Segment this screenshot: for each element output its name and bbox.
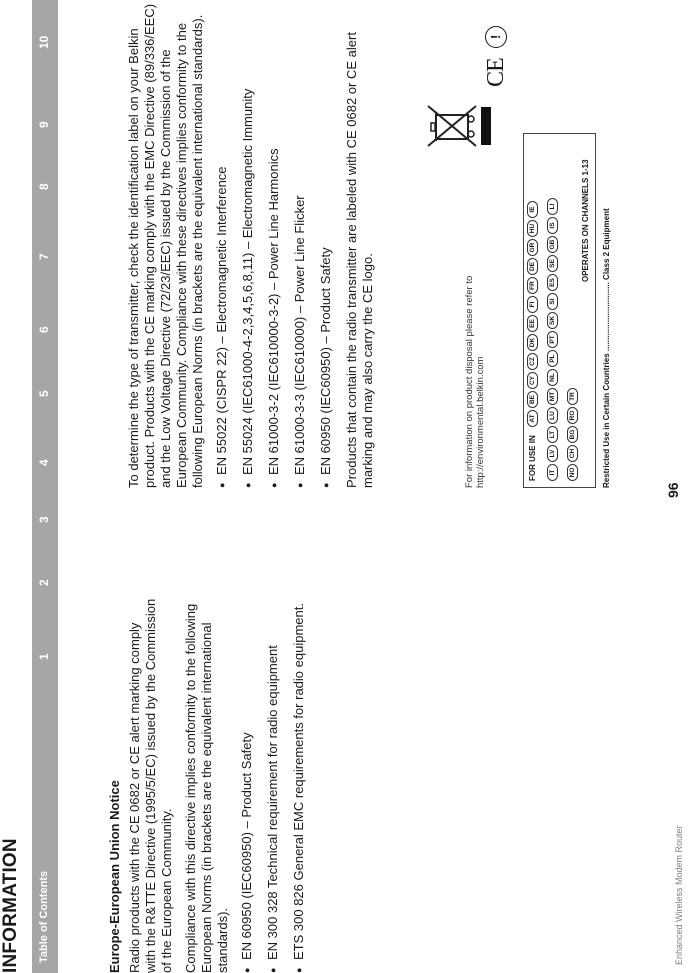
section-heading: Europe-European Union Notice xyxy=(107,780,122,973)
country-code: DE xyxy=(527,258,538,275)
list-item: ● EN 61000-3-2 (IEC610000-3-2) – Power Line Harmonics xyxy=(266,0,282,488)
country-code: LV xyxy=(547,445,558,462)
country-row-3 xyxy=(567,388,578,481)
toc-chapter-7[interactable]: 7 xyxy=(37,253,51,260)
country-row-2 xyxy=(547,198,558,481)
ce-logo: CE xyxy=(483,58,509,87)
restricted-use-text: Restricted Use in Certain Countries ............................... xyxy=(602,282,611,488)
class-equipment-line xyxy=(602,133,611,488)
country-use-box xyxy=(523,133,596,488)
country-code: IS xyxy=(547,217,558,234)
country-code: ES xyxy=(547,274,558,291)
country-code: LU xyxy=(547,407,558,424)
country-code: EE xyxy=(527,315,538,332)
list-item: ● EN 60950 (IEC60950) – Product Safety xyxy=(318,0,334,488)
list-item: ● EN 60950 (IEC60950) – Product Safety xyxy=(239,598,255,973)
left-paragraph-2: Compliance with this directive implies conformity to the following European Norms (in brackets are the equivalent international standards). xyxy=(183,603,230,973)
page-title: INFORMATION xyxy=(0,838,21,973)
country-code: PT xyxy=(547,331,558,348)
toc-chapter-3[interactable]: 3 xyxy=(37,516,51,523)
country-code: CY xyxy=(527,372,538,389)
country-code: FI xyxy=(527,296,538,313)
country-code: SE xyxy=(547,255,558,272)
toc-chapter-9[interactable]: 9 xyxy=(37,121,51,128)
country-code: NL xyxy=(547,369,558,386)
left-bullet-list xyxy=(239,598,307,973)
disposal-text: For information on product disposal please refer to xyxy=(464,275,475,488)
list-item: ● EN 55024 (IEC61000-4-2,3,4,5,6,8,11) – Electromagnetic Immunity xyxy=(240,0,256,488)
toc-chapter-6[interactable]: 6 xyxy=(37,326,51,333)
toc-link[interactable]: Table of Contents xyxy=(38,870,50,963)
country-code: GR xyxy=(527,239,538,256)
toc-bar xyxy=(32,0,58,973)
list-item: ● EN 61000-3-3 (IEC610000) – Power Line Flicker xyxy=(292,0,308,488)
left-paragraph-1: Radio products with the CE 0682 or CE alert marking comply with the R&TTE Directive (1995/5/EC) issued by the Commission of the European Community. xyxy=(127,598,174,973)
toc-chapter-8[interactable]: 8 xyxy=(37,183,51,190)
page-number: 96 xyxy=(665,482,681,498)
country-code: IE xyxy=(527,201,538,218)
country-code: SI xyxy=(547,293,558,310)
toc-chapter-5[interactable]: 5 xyxy=(37,390,51,397)
disposal-note xyxy=(464,148,486,488)
right-paragraph-1: To determine the type of transmitter, check the identification label on your Belkin product. Products with the CE marking comply with the EMC Directive (89/336/EEC) and the Low Voltage Directive (72/23/EEC) issued by the Commission of the European Community. Compliance with these directives implies conformity to the following European Norms (in brackets are the equivalent international standards). xyxy=(126,3,205,488)
country-code: GB xyxy=(547,236,558,253)
country-code: FR xyxy=(527,277,538,294)
country-code: CH xyxy=(567,445,578,462)
country-code: CZ xyxy=(527,353,538,370)
country-code: MT xyxy=(547,388,558,405)
list-item: ● EN 55022 (CISPR 22) – Electromagnetic Interference xyxy=(214,0,230,488)
country-code: LI xyxy=(547,198,558,215)
country-code: LT xyxy=(547,426,558,443)
country-code: IT xyxy=(547,464,558,481)
toc-chapter-2[interactable]: 2 xyxy=(37,579,51,586)
toc-chapter-4[interactable]: 4 xyxy=(37,459,51,466)
weee-bin-icon xyxy=(424,103,494,149)
toc-chapter-10[interactable]: 10 xyxy=(37,35,51,49)
ce-mark xyxy=(483,0,513,87)
country-code: AT xyxy=(527,410,538,427)
right-paragraph-2: Products that contain the radio transmitter are labeled with CE 0682 or CE alert marking and may also carry the CE logo. xyxy=(344,32,375,488)
country-code: BG xyxy=(567,426,578,443)
ce-alert-icon xyxy=(485,26,507,48)
country-code: TR xyxy=(567,388,578,405)
footer-product-name: Enhanced Wireless Modem Router xyxy=(674,825,684,965)
right-bullet-list xyxy=(214,0,334,488)
country-code: RO xyxy=(567,407,578,424)
country-code: PL xyxy=(547,350,558,367)
use-box-title: FOR USE IN xyxy=(528,435,537,481)
channels-note: OPERATES ON CHANNELS 1-13 xyxy=(581,159,590,282)
country-code: HU xyxy=(527,220,538,237)
left-column xyxy=(107,598,317,973)
right-column xyxy=(126,0,380,488)
class-2-label: Class 2 Equipment xyxy=(602,208,611,280)
country-code: SK xyxy=(547,312,558,329)
country-code: BE xyxy=(527,391,538,408)
country-code: DK xyxy=(527,334,538,351)
list-item: ● EN 300 328 Technical requirement for radio equipment xyxy=(265,598,281,973)
disposal-link[interactable]: http://environmental.belkin.com xyxy=(475,356,486,488)
alert-mark: ! xyxy=(488,34,503,40)
list-item: ● ETS 300 826 General EMC requirements for radio equipment. xyxy=(291,598,307,973)
country-code: NO xyxy=(567,464,578,481)
toc-chapter-1[interactable]: 1 xyxy=(37,653,51,660)
country-row-1 xyxy=(527,201,538,427)
